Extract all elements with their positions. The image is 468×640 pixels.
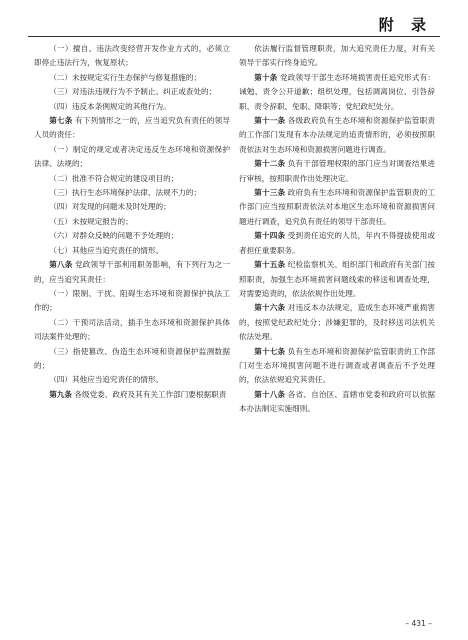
paragraph [34, 215, 230, 229]
article-number: 第十八条 [254, 389, 286, 399]
paragraph-text: 依法履行监督管理职责，加大追究责任力度，对有关领导干部实行终身追究。 [239, 44, 435, 68]
article-number: 第八条 [49, 260, 73, 270]
paragraph [34, 388, 230, 402]
paragraph [34, 287, 230, 316]
paragraph-text: （一）擅自、违法改变经营开发作业方式的，必须立即停止违法行为，恢复原状； [34, 44, 230, 68]
header-rule [28, 36, 440, 37]
paragraph [34, 42, 230, 71]
paragraph-text: （三）指使篡改、伪造生态环境和资源保护监测数据的； [34, 346, 230, 370]
paragraph-text: 各省、自治区、直辖市党委和政府可以依据本办法制定实施细则。 [239, 389, 435, 414]
article-number: 第十条 [254, 72, 278, 82]
paragraph-text: 受到责任追究的人员，年内不得提拔使用或者担任重要职务。 [239, 231, 435, 255]
paragraph-text: 纪检监察机关、组织部门和政府有关部门按照职责，加强生态环境损害问题线索的移送和调查处理，对需要追责的，依法依规作出处理。 [239, 260, 435, 298]
paragraph [239, 42, 435, 71]
paragraph [239, 301, 435, 344]
article-number: 第十三条 [254, 188, 286, 198]
paragraph-text: （三）执行生态环境保护法律、法规不力的； [49, 188, 202, 198]
paragraph-text: 党政领导干部生态环境损害责任追究形式有：诫勉、责令公开道歉；组织处理，包括调离岗位、引咎辞职、责令辞职、免职、降职等；党纪政纪处分。 [239, 72, 436, 111]
paragraph [34, 143, 230, 172]
paragraph-text: 负有生态环境和资源保护监管职责的工作部门对生态环境损害问题不进行调查或者调查后不予处理的，依法依规追究其责任。 [239, 346, 435, 385]
paragraph-text: （一）限制、干扰、阻碍生态环境和资源保护执法工作的； [34, 288, 230, 313]
paragraph [34, 114, 230, 143]
paragraph [239, 114, 435, 157]
article-number: 第十五条 [254, 260, 286, 270]
paragraph-text: （四）违反本条例规定的其他行为。 [49, 101, 171, 111]
left-column [34, 42, 230, 402]
paragraph [239, 71, 435, 114]
paragraph-text: （五）未按规定报告的； [49, 216, 133, 226]
paragraph-text: （四）其他应当追究责任的情形。 [49, 375, 164, 385]
paragraph-text: 各级政府负有生态环境和资源保护监管职责的工作部门发现有本办法规定的追责情形的，必须按照职责依法对生态环境和资源损害问题进行调查。 [239, 116, 435, 154]
paragraph-text: 党政领导干部利用职务影响，有下列行为之一的，应当追究其责任： [34, 260, 231, 284]
right-column [239, 42, 435, 417]
paragraph [239, 345, 435, 388]
paragraph-text: 各级党委、政府及其有关工作部门要根据职责 [74, 389, 227, 399]
article-number: 第十一条 [254, 116, 286, 126]
paragraph [34, 186, 230, 200]
paragraph [34, 229, 230, 243]
page-number: – 431 – [405, 619, 432, 628]
paragraph [239, 157, 435, 186]
article-number: 第九条 [49, 389, 72, 399]
paragraph-text: （二）干预司法活动，插手生态环境和资源保护具体司法案件处理的； [34, 317, 230, 342]
paragraph-text: （三）对违法违规行为不予制止、纠正或查处的； [49, 87, 217, 97]
paragraph [239, 258, 435, 301]
paragraph [239, 186, 435, 229]
article-number: 第十六条 [254, 303, 286, 313]
paragraph-text: （四）对发现的问题未及时处理的； [49, 202, 171, 212]
paragraph [239, 388, 435, 417]
page-header-title: 附 录 [378, 16, 432, 34]
paragraph-text: （七）其他应当追究责任的情形。 [49, 245, 164, 255]
paragraph-text: 对违反本办法规定，造成生态环境严重损害的，按照党纪政纪处分；涉嫌犯罪的，及时移送司法机关依法处理。 [239, 303, 435, 342]
paragraph-text: 有下列情形之一的，应当追究负有责任的领导人员的责任： [34, 116, 231, 140]
paragraph-text: 政府负有生态环境和资源保护监管职责的工作部门应当按照职责依法对本地区生态环境和资源损害问题进行调查，追究负有责任的领导干部责任。 [239, 188, 435, 226]
article-number: 第十七条 [254, 346, 286, 356]
paragraph [34, 373, 230, 387]
paragraph [34, 316, 230, 345]
paragraph-text: （六）对群众反映的问题不予处理的； [49, 231, 179, 241]
paragraph-text: （一）制定的规定或者决定违反生态环境和资源保护法律、法规的； [34, 144, 230, 169]
paragraph-text: （二）批准不符合规定的建设项目的； [49, 173, 179, 183]
paragraph-text: （二）未按规定实行生态保护与修复措施的； [49, 72, 202, 82]
article-number: 第十四条 [254, 231, 286, 241]
paragraph [34, 244, 230, 258]
paragraph [34, 172, 230, 186]
article-number: 第十二条 [254, 159, 286, 169]
paragraph [34, 200, 230, 214]
paragraph [34, 85, 230, 99]
paragraph [34, 258, 230, 287]
paragraph [34, 345, 230, 374]
paragraph [239, 229, 435, 258]
paragraph [34, 71, 230, 85]
paragraph [34, 100, 230, 114]
paragraph-text: 负有干部管理权限的部门应当对调查结果进行审核，按照职责作出处理决定。 [239, 159, 435, 183]
article-number: 第七条 [49, 116, 73, 126]
